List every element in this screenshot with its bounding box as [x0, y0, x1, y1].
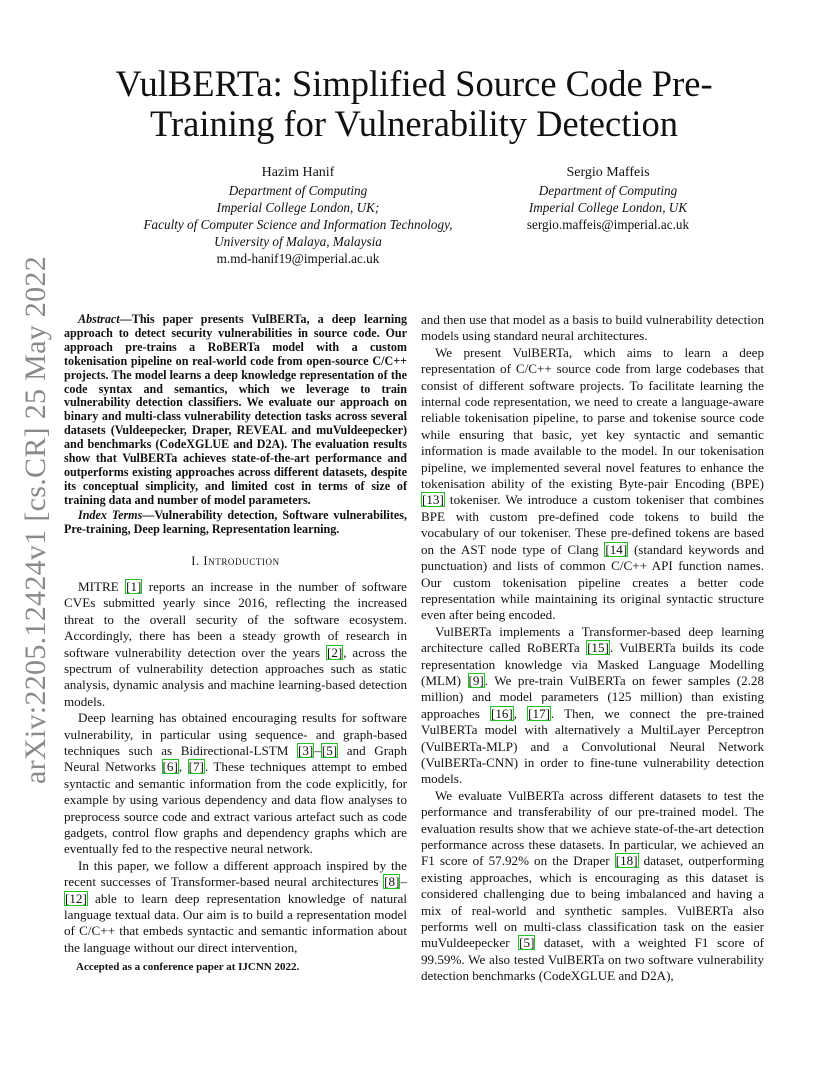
text-run: –	[314, 742, 321, 758]
section-title: Introduction	[203, 553, 280, 568]
text-run: (standard keywords and punctuation) and lists of common C/C++ API function names. Our custom tokenisation pipeline creates a better code representation while maintaining its original syntactic structure even after being encoded.	[421, 541, 764, 623]
citation-link[interactable]: [9]	[468, 672, 484, 688]
paper-title: VulBERTa: Simplified Source Code Pre-Training for Vulnerability Detection	[115, 63, 713, 144]
author-affiliation-line: Department of Computing	[538, 183, 678, 198]
intro-paragraph-5	[421, 624, 764, 788]
text-run: , across the spectrum of vulnerability detection approaches such as static analysis, dynamic analysis and machine learning-based detection models.	[64, 644, 407, 709]
citation-link[interactable]: [2]	[327, 644, 343, 660]
citation-link[interactable]: [6]	[162, 759, 178, 775]
text-run: tokeniser. We introduce a custom tokeniser that combines BPE with custom pre-defined code tokens to build the vocabulary of our tokeniser. These pre-defined tokens are based on the AST node type of Clang	[421, 492, 764, 557]
text-run: dataset, with a weighted F1 score of 99.59%. We also tested VulBERTa on two software vulnerability detection benchmarks (CodeXGLUE and D2A),	[421, 935, 764, 984]
citation-link[interactable]: [5]	[519, 935, 535, 951]
author-block-1	[120, 164, 476, 267]
text-run: . We pre-train VulBERTa on fewer samples (2.28 million) and model parameters (125 million) than existing approaches	[421, 672, 764, 721]
text-run: . These techniques attempt to embed syntactic and semantic information from the code explicitly, for example by using various dependency and data flow analyses to preprocess source code and extract various artefact such as code gadgets, control flow graphs and dependency graphs which are eventually fed to the respective neural network.	[64, 759, 407, 857]
arxiv-identifier-text: arXiv:2205.12424v1 [cs.CR] 25 May 2022	[19, 255, 52, 784]
author-affiliation-line: Imperial College London, UK	[528, 200, 688, 215]
citation-link[interactable]: [3]	[298, 742, 314, 758]
text-run: ,	[513, 705, 528, 721]
citation-link[interactable]: [8]	[384, 874, 400, 890]
text-run: MITRE	[78, 578, 126, 594]
right-column	[421, 312, 764, 985]
citation-link[interactable]: [5]	[321, 742, 338, 758]
text-run: and Graph Neural Networks	[64, 742, 407, 775]
intro-paragraph-3	[64, 858, 407, 956]
index-terms-text: —Vulnerability detection, Software vulnerabilites, Pre-training, Deep learning, Representation learning.	[64, 507, 408, 536]
text-run: Deep learning has obtained encouraging results for software vulnerability, in particular using sequence- and graph-based techniques such as Bidirectional-LSTM	[64, 710, 407, 758]
author-name: Sergio Maffeis	[566, 165, 650, 180]
citation-link[interactable]: [18]	[615, 853, 638, 869]
text-run: We present VulBERTa, which aims to learn a deep representation of C/C++ source code from large codebases that consist of different software projects. To facilitate learning the internal code representation, we need to create a language-aware reliable tokenisation pipeline, to parse and tokenise source code while ensuring that basic, yet key syntactic and semantic information is made available to the model. In our tokenisation pipeline, we implemented several novel features to enhance the tokenisation ability of the existing Byte-pair Encoding (BPE)	[421, 344, 764, 492]
section-heading	[64, 553, 407, 569]
left-column	[64, 313, 407, 956]
footnote: Accepted as a conference paper at IJCNN 2022.	[76, 961, 300, 973]
author-affiliation-line: Imperial College London, UK;	[216, 200, 380, 215]
author-block-2	[500, 164, 716, 233]
intro-paragraph-6	[421, 788, 764, 985]
intro-paragraph-1	[64, 579, 407, 710]
text-run: –	[400, 874, 407, 890]
author-affiliation-line: University of Malaya, Malaysia	[214, 234, 382, 249]
text-run: able to learn deep representation knowledge of natural language textual data. Our aim is to build a representation model of C/C++ that embeds syntactic and semantic information about the language without our direct intervention,	[64, 890, 407, 955]
text-run: In this paper, we follow a different approach inspired by the recent successes of Transformer-based neural architectures	[64, 857, 407, 890]
citation-link[interactable]: [13]	[422, 492, 444, 508]
intro-paragraph-4	[421, 345, 764, 624]
author-email: sergio.maffeis@imperial.ac.uk	[526, 217, 690, 232]
citation-link[interactable]: [17]	[528, 705, 550, 721]
author-name: Hazim Hanif	[261, 165, 335, 180]
author-email: m.md-hanif19@imperial.ac.uk	[216, 251, 380, 266]
author-affiliation-line: Department of Computing	[228, 183, 368, 198]
text-run: VulBERTa implements a Transformer-based deep learning architecture called RoBERTa	[421, 623, 764, 656]
citation-link[interactable]: [15]	[587, 640, 609, 656]
section-number: I.	[191, 553, 200, 568]
text-run: dataset, outperforming existing approaches, which is encouraging as this dataset is considered challenging due to being imbalanced and having a mix of real-world and synthetic samples. VulBERTa also performs well on multi-class classification task on the easier muVuldeepecker	[421, 853, 764, 951]
index-terms-lead: Index Terms	[78, 507, 143, 522]
text-run: . VulBERTa builds its code representation knowledge via Masked Language Modelling (MLM)	[421, 640, 764, 688]
index-terms	[64, 509, 407, 537]
citation-link[interactable]: [14]	[605, 541, 628, 557]
abstract-lead: Abstract	[78, 312, 120, 326]
author-affiliation-line: Faculty of Computer Science and Information Technology,	[143, 217, 453, 232]
citation-link[interactable]: [16]	[490, 705, 513, 721]
citation-link[interactable]: [1]	[126, 578, 142, 594]
citation-link[interactable]: [7]	[188, 759, 204, 775]
abstract-text: —This paper presents VulBERTa, a deep learning approach to detect security vulnerabilities in source code. Our approach pre-trains a RoBERTa model with a custom tokenisation pipeline on real-world code from open-source C/C++ projects. The model learns a deep knowledge representation of the code syntax and semantics, which we leverage to train vulnerability detection classifiers. We evaluate our approach on binary and multi-class vulnerability detection tasks across several datasets (Vuldeepecker, Draper, REVEAL and muVuldeepecker) and benchmarks (CodeXGLUE and D2A). The evaluation results show that VulBERTa achieves state-of-the-art performance and outperforms existing approaches across different datasets, despite its conceptual simplicity, and limited cost in terms of size of training data and number of model parameters.	[64, 312, 407, 507]
text-run: reports an increase in the number of software CVEs submitted yearly since 2016, reflecting the increased threat to the overall security of the software ecosystem. Accordingly, there has been a steady growth of research in software vulnerability detection over the years	[64, 578, 407, 660]
intro-paragraph-continued: and then use that model as a basis to build vulnerability detection models using standard neural architectures.	[421, 312, 764, 344]
abstract	[64, 313, 407, 508]
text-run: . Then, we connect the pre-trained VulBERTa model with alternatively a MultiLayer Perceptron (VulBERTa-MLP) and a Convolutional Neural Network (VulBERTa-CNN) in order to fine-tune vulnerability detection models.	[421, 705, 764, 787]
citation-link[interactable]: [12]	[65, 890, 87, 906]
arxiv-identifier-stamp	[12, 255, 60, 784]
text-run: We evaluate VulBERTa across different datasets to test the performance and transferability of our pre-trained model. The evaluation results show that we achieve state-of-the-art detection performance across these datasets. In particular, we achieved an F1 score of 57.92% on the Draper	[421, 787, 764, 869]
text-run: ,	[178, 759, 188, 775]
intro-paragraph-2	[64, 710, 407, 858]
